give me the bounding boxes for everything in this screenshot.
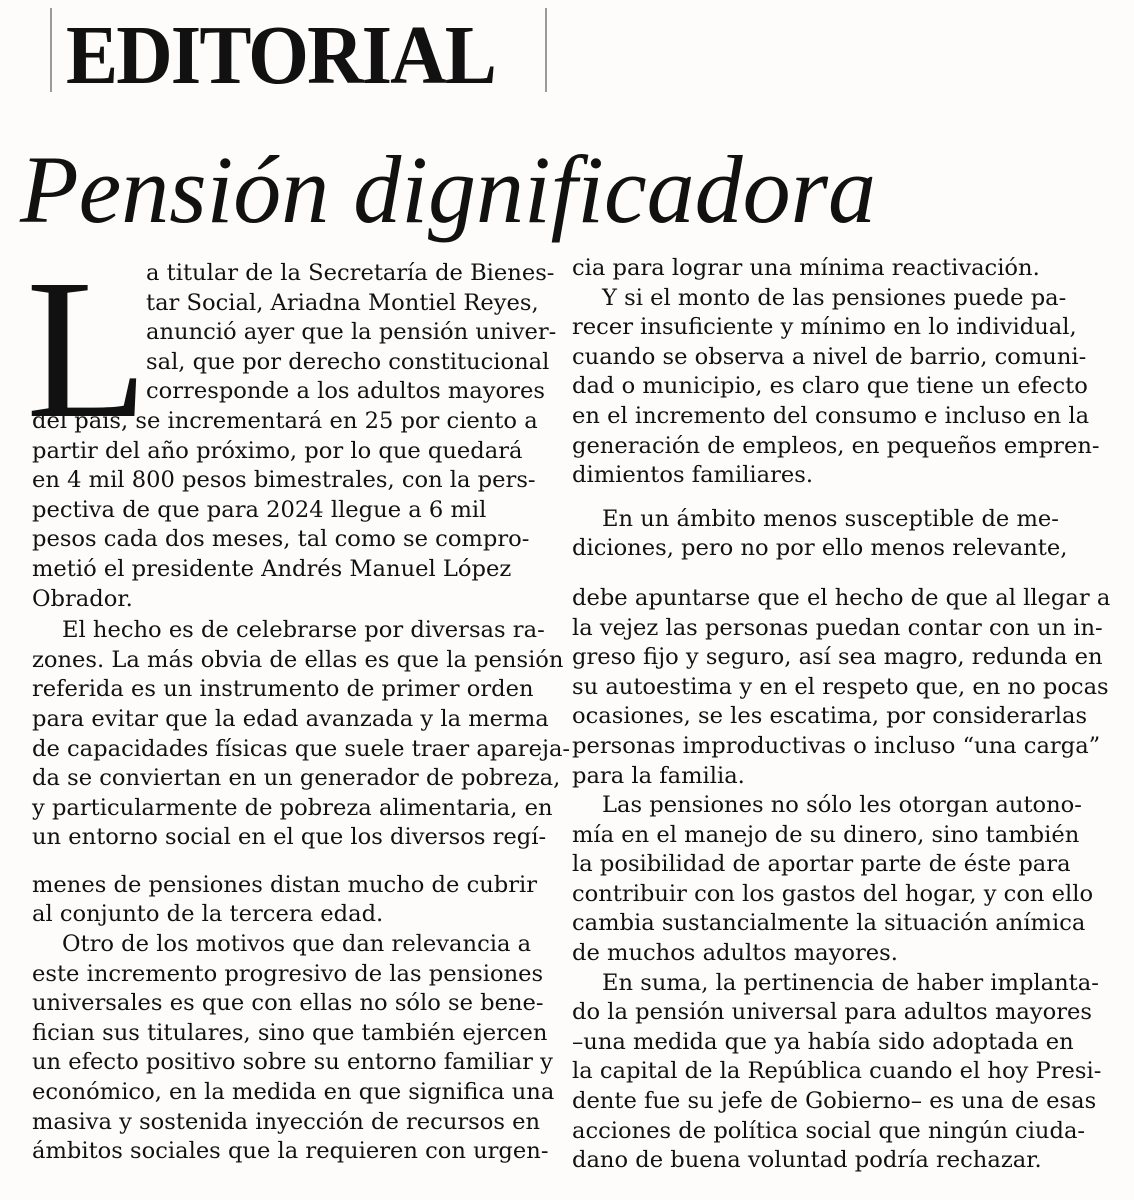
text-line: masiva y sostenida inyección de recursos en xyxy=(32,1108,541,1135)
paragraph xyxy=(32,930,555,1167)
text-line: recer insuficiente y mínimo en lo individual, xyxy=(572,314,1077,341)
text-line: al conjunto de la tercera edad. xyxy=(32,901,384,928)
text-line: un efecto positivo sobre su entorno familiar y xyxy=(32,1049,553,1076)
text-line: metió el presidente Andrés Manuel López xyxy=(32,555,512,582)
text-line: de capacidades físicas que suele traer apareja- xyxy=(32,735,571,762)
text-line: del país, se incrementará en 25 por ciento a xyxy=(32,407,538,434)
paragraph xyxy=(572,584,1112,791)
text-line: zones. La más obvia de ellas es que la pensión xyxy=(32,646,564,673)
text-line: contribuir con los gastos del hogar, y con ello xyxy=(572,880,1094,907)
text-line: Y si el monto de las pensiones puede pa- xyxy=(602,284,1067,311)
text-line: ocasiones, se les escatima, por considerarlas xyxy=(572,703,1088,730)
paragraph xyxy=(32,259,557,614)
paragraph xyxy=(572,254,1112,284)
text-line: greso fijo y seguro, así sea magro, redunda en xyxy=(572,644,1103,671)
text-line: corresponde a los adultos mayores xyxy=(146,378,545,405)
text-line: dad o municipio, es claro que tiene un efecto xyxy=(572,373,1088,400)
text-line: personas improductivas o incluso “una carga” xyxy=(572,732,1101,759)
text-line: mía en el manejo de su dinero, sino también xyxy=(572,821,1080,848)
text-line: dente fue su jefe de Gobierno– es una de esas xyxy=(572,1088,1097,1115)
text-line: y particularmente de pobreza alimentaria, en xyxy=(32,794,553,821)
text-line: anunció ayer que la pensión univer- xyxy=(146,319,557,346)
text-line: a titular de la Secretaría de Bienes- xyxy=(146,260,555,286)
text-line: diciones, pero no por ello menos relevante, xyxy=(572,535,1068,562)
section-label: EDITORIAL xyxy=(66,9,495,102)
text-line: económico, en la medida en que significa una xyxy=(32,1079,555,1106)
text-line: pesos cada dos meses, tal como se compro- xyxy=(32,526,530,553)
text-line: Otro de los motivos que dan relevancia a xyxy=(62,931,532,958)
text-line: Las pensiones no sólo les otorgan autono- xyxy=(602,792,1082,819)
text-line: en 4 mil 800 pesos bimestrales, con la pers- xyxy=(32,467,536,494)
text-line: dimientos familiares. xyxy=(572,462,814,489)
text-line: cia para lograr una mínima reactivación. xyxy=(572,255,1040,281)
text-line: su autoestima y en el respeto que, en no pocas xyxy=(572,673,1109,700)
text-line: en el incremento del consumo e incluso en la xyxy=(572,402,1090,429)
column-right xyxy=(572,254,1112,1176)
text-line: para la familia. xyxy=(572,762,745,789)
column-left xyxy=(32,259,571,1167)
text-line: do la pensión universal para adultos mayores xyxy=(572,999,1092,1026)
drop-cap: L xyxy=(26,239,149,460)
text-line: universales es que con ellas no sólo se bene- xyxy=(32,990,544,1017)
paragraph xyxy=(32,871,552,930)
paragraph xyxy=(572,284,1112,491)
text-line: El hecho es de celebrarse por diversas ra- xyxy=(62,617,545,644)
text-line: Obrador. xyxy=(32,585,133,612)
text-line: pectiva de que para 2024 llegue a 6 mil xyxy=(32,496,487,523)
text-line: –una medida que ya había sido adoptada en xyxy=(572,1028,1074,1055)
text-line: cuando se observa a nivel de barrio, comuni- xyxy=(572,343,1087,370)
text-line: cambia sustancialmente la situación anímica xyxy=(572,910,1086,937)
text-line: referida es un instrumento de primer orden xyxy=(32,676,534,703)
paragraph xyxy=(572,791,1112,969)
paragraph xyxy=(572,505,1112,564)
text-line: dano de buena voluntad podría rechazar. xyxy=(572,1147,1042,1174)
text-line: generación de empleos, en pequeños empren- xyxy=(572,432,1100,459)
text-line: la posibilidad de aportar parte de éste para xyxy=(572,851,1071,878)
text-line: de muchos adultos mayores. xyxy=(572,940,898,967)
text-line: la capital de la República cuando el hoy Presi- xyxy=(572,1058,1102,1085)
text-line: partir del año próximo, por lo que quedará xyxy=(32,437,523,464)
paragraph xyxy=(32,616,571,853)
text-line: sal, que por derecho constitucional xyxy=(146,348,550,375)
text-line: para evitar que la edad avanzada y la merma xyxy=(32,705,549,732)
text-line: la vejez las personas puedan contar con un in- xyxy=(572,614,1103,641)
headline: Pensión dignificadora xyxy=(20,136,876,243)
text-line: tar Social, Ariadna Montiel Reyes, xyxy=(146,289,539,316)
text-line: ámbitos sociales que la requieren con urgen- xyxy=(32,1138,549,1165)
text-line: un entorno social en el que los diversos regí- xyxy=(32,824,547,851)
text-line: acciones de política social que ningún ciuda- xyxy=(572,1117,1086,1144)
text-line: da se conviertan en un generador de pobreza, xyxy=(32,765,561,792)
text-line: fician sus titulares, sino que también ejercen xyxy=(32,1019,548,1046)
text-line: En suma, la pertinencia de haber implanta- xyxy=(602,969,1099,996)
text-line: debe apuntarse que el hecho de que al llegar a xyxy=(572,584,1111,611)
text-line: menes de pensiones distan mucho de cubrir xyxy=(32,871,538,898)
text-line: este incremento progresivo de las pensiones xyxy=(32,960,544,987)
left-rule xyxy=(50,8,52,92)
right-rule xyxy=(545,8,547,92)
text-line: En un ámbito menos susceptible de me- xyxy=(602,505,1059,532)
paragraph xyxy=(572,969,1112,1176)
